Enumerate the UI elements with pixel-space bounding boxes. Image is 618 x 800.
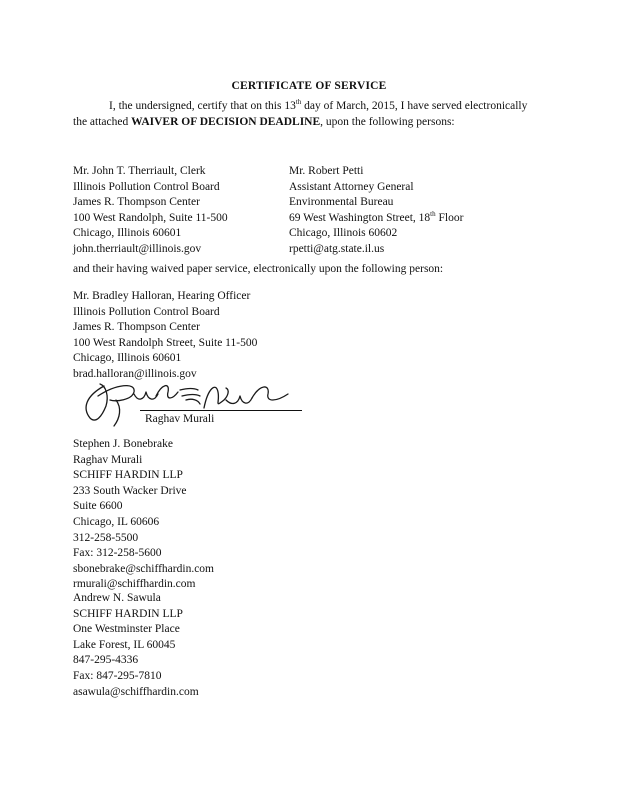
address-line: One Westminster Place: [73, 623, 180, 636]
hearing-officer-address: [73, 289, 257, 383]
floor-text: Floor: [435, 211, 464, 224]
page-title: CERTIFICATE OF SERVICE: [231, 80, 387, 92]
counsel-address-lake-forest: [73, 591, 199, 700]
email-line: rpetti@atg.state.il.us: [289, 242, 385, 255]
recipient-right-address: [289, 164, 463, 258]
address-line: Lake Forest, IL 60045: [73, 638, 176, 651]
address-line: Chicago, Illinois 60601: [73, 227, 182, 240]
email-line: sbonebrake@schiffhardin.com: [73, 562, 214, 575]
address-line: Chicago, IL 60606: [73, 515, 160, 528]
document-name: WAIVER OF DECISION DEADLINE: [131, 115, 321, 128]
address-line: Chicago, Illinois 60601: [73, 352, 182, 365]
address-line: Illinois Pollution Control Board: [73, 180, 220, 193]
address-line: James R. Thompson Center: [73, 196, 200, 209]
intro-text-end: , upon the following persons:: [320, 115, 455, 128]
address-line: Mr. John T. Therriault, Clerk: [73, 165, 206, 177]
address-line: James R. Thompson Center: [73, 321, 200, 334]
address-line: Mr. Bradley Halloran, Hearing Officer: [73, 290, 251, 302]
email-line: asawula@schiffhardin.com: [73, 685, 199, 698]
email-line: rmurali@schiffhardin.com: [73, 578, 196, 591]
address-line: Suite 6600: [73, 500, 123, 513]
address-line: Andrew N. Sawula: [73, 592, 161, 604]
address-line: SCHIFF HARDIN LLP: [73, 607, 183, 620]
address-line: 100 West Randolph, Suite 11-500: [73, 211, 228, 224]
email-line: john.therriault@illinois.gov: [73, 242, 202, 255]
intro-text-start: I, the undersigned, certify that on this 13: [109, 100, 296, 112]
intro-paragraph: [73, 99, 543, 130]
address-line: 100 West Randolph Street, Suite 11-500: [73, 336, 258, 349]
signature-line: [140, 410, 302, 411]
address-line: Mr. Robert Petti: [289, 165, 364, 177]
counsel-address-chicago: [73, 437, 214, 593]
intro-text-middle: day of March, 2015, I have served electronically the attached: [73, 100, 528, 128]
address-line: Illinois Pollution Control Board: [73, 305, 220, 318]
floor-suffix: th: [430, 209, 436, 218]
signer-name: Raghav Murali: [145, 413, 215, 425]
address-line: [289, 211, 463, 227]
address-line: Assistant Attorney General: [289, 180, 414, 193]
waived-service-text: and their having waived paper service, electronically upon the following person:: [73, 263, 444, 275]
phone-line: 312-258-5500: [73, 531, 139, 544]
fax-line: Fax: 847-295-7810: [73, 669, 162, 682]
address-line: 233 South Wacker Drive: [73, 484, 187, 497]
address-line: Raghav Murali: [73, 453, 143, 466]
address-line: Environmental Bureau: [289, 196, 394, 209]
fax-line: Fax: 312-258-5600: [73, 547, 162, 560]
address-line: Stephen J. Bonebrake: [73, 438, 173, 450]
intro-date-suffix: th: [295, 98, 302, 107]
email-line: brad.halloran@illinois.gov: [73, 367, 197, 380]
recipient-left-address: [73, 164, 228, 258]
address-line: SCHIFF HARDIN LLP: [73, 469, 183, 482]
phone-line: 847-295-4336: [73, 654, 139, 667]
address-line: Chicago, Illinois 60602: [289, 227, 398, 240]
street-text: 69 West Washington Street, 18: [289, 211, 431, 224]
